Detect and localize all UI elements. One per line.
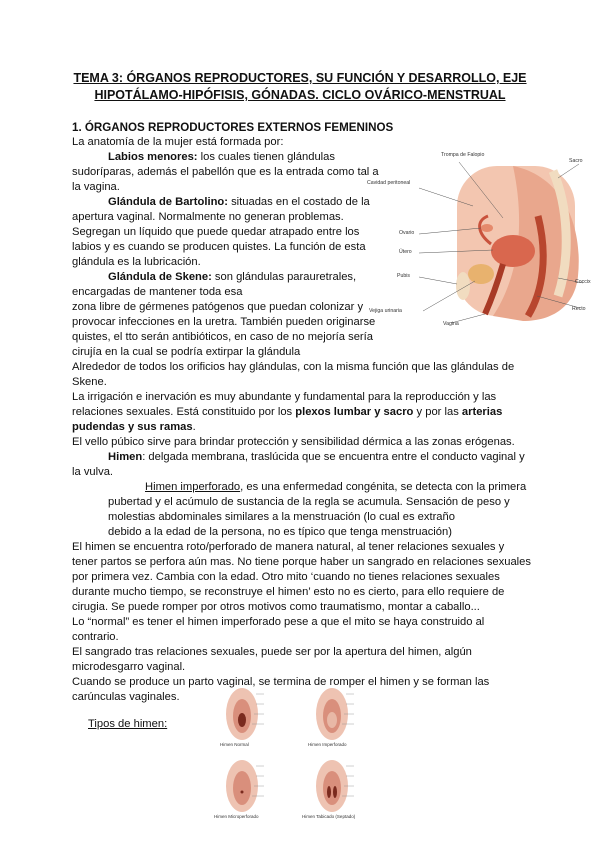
caption-septate: Himen Tabicado (Septado) xyxy=(302,814,356,819)
imperforado-text-4: debido a la edad de la persona, no es típico que tenga menstruación) xyxy=(108,526,452,538)
irrigacion-text-2c: y por las xyxy=(413,406,462,418)
label-vagina: Vagina xyxy=(443,321,459,327)
himen-text-2: la vulva. xyxy=(72,466,114,478)
skene-text-3: zona libre de gérmenes patógenos que puedan colonizar y xyxy=(72,301,364,313)
imperforado-line xyxy=(145,480,526,495)
hymen-illustration xyxy=(212,684,392,824)
roto-text-4: durante mucho tiempo, se reconstruye el himen’ esto no es cierto, para ello requiere de xyxy=(72,586,505,598)
hymen-microperforate xyxy=(226,760,258,812)
himen-line xyxy=(108,450,525,465)
title-line-2: HIPOTÁLAMO-HIPÓFISIS, GÓNADAS. CICLO OVÁRICO-MENSTRUAL xyxy=(94,88,506,102)
skene-text-1: son glándulas parauretrales, xyxy=(211,271,357,283)
alrededor-text-2: Skene. xyxy=(72,376,107,388)
irrigacion-period: . xyxy=(192,421,196,433)
hymen-normal xyxy=(226,688,258,740)
label-trompa: Trompa de Falopio xyxy=(441,152,485,158)
label-ovario: Ovario xyxy=(399,230,415,236)
imperforado-text-1: , es una enfermedad congénita, se detecta con la primera xyxy=(240,481,527,493)
vello-text: El vello púbico sirve para brindar protección y sensibilidad dérmica a las zonas erógenas. xyxy=(72,436,515,448)
label-coccix: Coccix xyxy=(575,279,591,285)
alrededor-text-1: Alrededor de todos los orificios hay glándulas, con la misma función que las glándulas de xyxy=(72,361,515,373)
label-cavidad: Cavidad peritoneal xyxy=(367,180,411,186)
label-sacro: Sacro xyxy=(569,158,583,164)
normal-text-2: contrario. xyxy=(72,631,119,643)
himen-text-1: : delgada membrana, traslúcida que se encuentra entre el conducto vaginal y xyxy=(142,451,525,463)
roto-text-2: tener partos se perfora aún mas. No tiene porque haber un sangrado en relaciones sexuales xyxy=(72,556,531,568)
normal-text-1: Lo “normal” es tener el himen imperforado pese a que el mito se haya construido al xyxy=(72,616,485,628)
labios-line xyxy=(108,150,335,165)
caption-imperforate: Himen Imperforado xyxy=(308,742,347,747)
skene-text-4: provocar infecciones en la uretra. También pueden originarse xyxy=(72,316,376,328)
labios-term: Labios menores: xyxy=(108,151,198,163)
ovary xyxy=(481,224,493,232)
irrigacion-line-3 xyxy=(72,420,196,435)
bartolino-text-4: labios y es cuando se producen quistes. La función de esta xyxy=(72,241,366,253)
skene-text-2: encargadas de mantener toda esa xyxy=(72,286,243,298)
bartolino-text-1: situadas en el costado de la xyxy=(227,196,370,208)
caption-microperforate: Himen Microperforado xyxy=(214,814,259,819)
intro-text: La anatomía de la mujer está formada por: xyxy=(72,136,284,148)
label-pubis: Pubis xyxy=(397,273,410,279)
bartolino-text-3: Segregan un líquido que puede quedar atrapado entre los xyxy=(72,226,360,238)
skene-line xyxy=(108,270,356,285)
bartolino-line xyxy=(108,195,370,210)
bartolino-text-5: glándula es la lubricación. xyxy=(72,256,201,268)
roto-text-3: por primera vez. Cambia con la edad. Otro mito ‘cuando no tienes relaciones sexuales xyxy=(72,571,500,583)
caption-normal: Himen Normal xyxy=(220,742,249,747)
skene-text-5: quistes, el tto serán antibióticos, en caso de no mejoría sería xyxy=(72,331,373,343)
parto-text-2: carúnculas vaginales. xyxy=(72,691,180,703)
pubic-bone xyxy=(456,272,470,300)
labios-text-3: la vagina. xyxy=(72,181,120,193)
bartolino-term: Glándula de Bartolino: xyxy=(108,196,228,208)
irrigacion-text-2a: relaciones sexuales. Está constituido por los xyxy=(72,406,296,418)
imperforado-text-3: molestias abdominales similares a la menstruación (lo cual es extraño xyxy=(108,511,455,523)
title-line-1: TEMA 3: ÓRGANOS REPRODUCTORES, SU FUNCIÓN Y DESARROLLO, EJE xyxy=(73,71,527,85)
bladder xyxy=(468,264,494,284)
page-title xyxy=(60,70,540,104)
roto-text-5: cirugia. Se puede romper por otros motivos como traumatismo, montar a caballo... xyxy=(72,601,480,613)
skene-term: Glándula de Skene: xyxy=(108,271,212,283)
hymen-types-figure xyxy=(212,684,392,824)
skene-text-6: cirujía en la cual se podría extirpar la glándula xyxy=(72,346,301,358)
sangrado-text-2: microdesgarro vaginal. xyxy=(72,661,186,673)
hymen-imperforate xyxy=(316,688,348,740)
anatomy-figure xyxy=(363,146,595,336)
hymen-septate xyxy=(316,760,348,812)
tipos-himen-label: Tipos de himen: xyxy=(88,718,168,730)
label-recto: Recto xyxy=(572,306,586,312)
label-utero: Útero xyxy=(399,249,412,255)
irrigacion-text-1: La irrigación e inervación es muy abundante y fundamental para la reproducción y las xyxy=(72,391,497,403)
imperforado-text-2: pubertad y el acúmulo de sustancia de la regla se acumula. Sensación de peso y xyxy=(108,496,510,508)
label-vejiga: Vejiga urinaria xyxy=(369,308,402,314)
plexos-term: plexos lumbar y sacro xyxy=(295,406,414,418)
bartolino-text-2: apertura vaginal. Normalmente no generan problemas. xyxy=(72,211,344,223)
imperforado-term: Himen imperforado xyxy=(145,481,241,493)
irrigacion-line-2 xyxy=(72,405,502,420)
section-heading: 1. ÓRGANOS REPRODUCTORES EXTERNOS FEMENINOS xyxy=(72,121,394,134)
parto-text-1: Cuando se produce un parto vaginal, se termina de romper el himen y se forman las xyxy=(72,676,490,688)
sangrado-text-1: El sangrado tras relaciones sexuales, puede ser por la apertura del himen, algún xyxy=(72,646,472,658)
arterias-term: arterias xyxy=(461,406,503,418)
labios-text-1: los cuales tienen glándulas xyxy=(197,151,335,163)
roto-text-1: El himen se encuentra roto/perforado de manera natural, al tener relaciones sexuales y xyxy=(72,541,505,553)
uterus xyxy=(491,235,535,267)
pudendas-term: pudendas y sus ramas xyxy=(72,421,193,433)
labios-text-2: sudoríparas, además el pabellón que es la entrada como tal a xyxy=(72,166,379,178)
himen-term: Himen xyxy=(108,451,143,463)
